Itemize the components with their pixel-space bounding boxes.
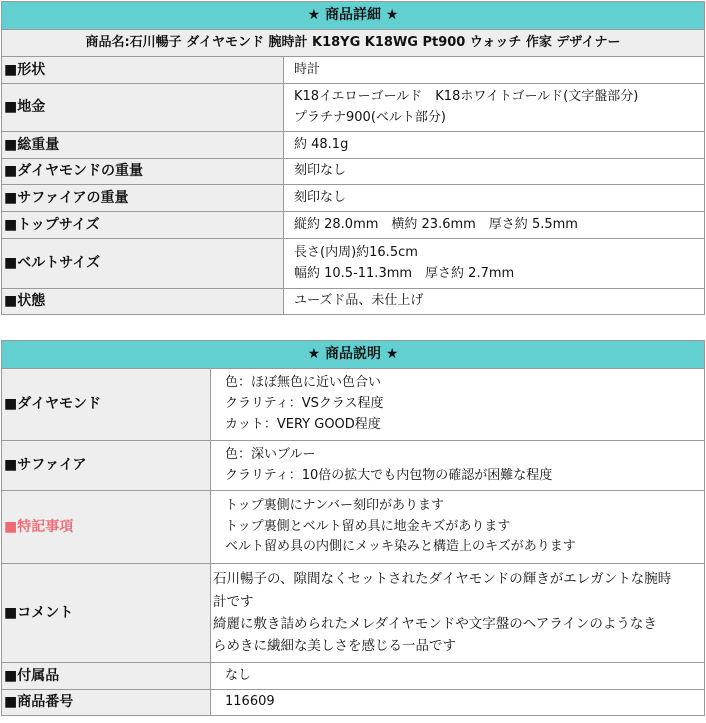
label-diamond-weight: ■ダイヤモンドの重量 [2,159,284,185]
value-total-weight: 約 48.1g [284,132,705,159]
label-diamond: ■ダイヤモンド [2,369,211,441]
value-diamond: 色：ほぼ無色に近い色合い クラリティ：VSクラス程度 カット：VERY GOOD程度 [211,369,705,441]
value-diamond-weight: 刻印なし [284,159,705,185]
label-shape: ■形状 [2,57,284,84]
detail-section-title: ★ 商品詳細 ★ [2,2,705,30]
label-item-number: ■商品番号 [2,690,211,716]
product-detail-table [1,1,705,315]
label-metal: ■地金 [2,84,284,132]
label-total-weight: ■総重量 [2,132,284,159]
value-top-size: 縦約 28.0mm 横約 23.6mm 厚さ約 5.5mm [284,212,705,239]
value-condition: ユーズド品、未仕上げ [284,289,705,315]
label-belt-size: ■ベルトサイズ [2,239,284,289]
value-sapphire-weight: 刻印なし [284,185,705,212]
label-comment: ■コメント [2,564,211,663]
label-sapphire-weight: ■サファイアの重量 [2,185,284,212]
value-comment: 石川暢子の、隙間なくセットされたダイヤモンドの輝きがエレガントな腕時 計です 綺麗に敷き詰められたメレダイヤモンドや文字盤のヘアラインのようなき らめきに繊細な美しさを感じる一品です [211,564,705,663]
label-condition: ■状態 [2,289,284,315]
product-description-table [1,340,705,716]
value-special-notes: トップ裏側にナンバー刻印があります トップ裏側とベルト留め具に地金キズがあります ベルト留め具の内側にメッキ染みと構造上のキズがあります [211,491,705,564]
description-section-title: ★ 商品説明 ★ [2,341,705,369]
label-special-notes: ■特記事項 [2,491,211,564]
value-shape: 時計 [284,57,705,84]
value-accessories: なし [211,663,705,690]
value-belt-size: 長さ(内周)約16.5cm 幅約 10.5-11.3mm 厚さ約 2.7mm [284,239,705,289]
value-metal: K18イエローゴールド K18ホワイトゴールド(文字盤部分) プラチナ900(ベルト部分) [284,84,705,132]
value-item-number: 116609 [211,690,705,716]
product-name: 商品名:石川暢子 ダイヤモンド 腕時計 K18YG K18WG Pt900 ウォッチ 作家 デザイナー [2,30,705,57]
label-sapphire: ■サファイア [2,441,211,491]
value-sapphire: 色：深いブルー クラリティ：10倍の拡大でも内包物の確認が困難な程度 [211,441,705,491]
label-top-size: ■トップサイズ [2,212,284,239]
label-accessories: ■付属品 [2,663,211,690]
